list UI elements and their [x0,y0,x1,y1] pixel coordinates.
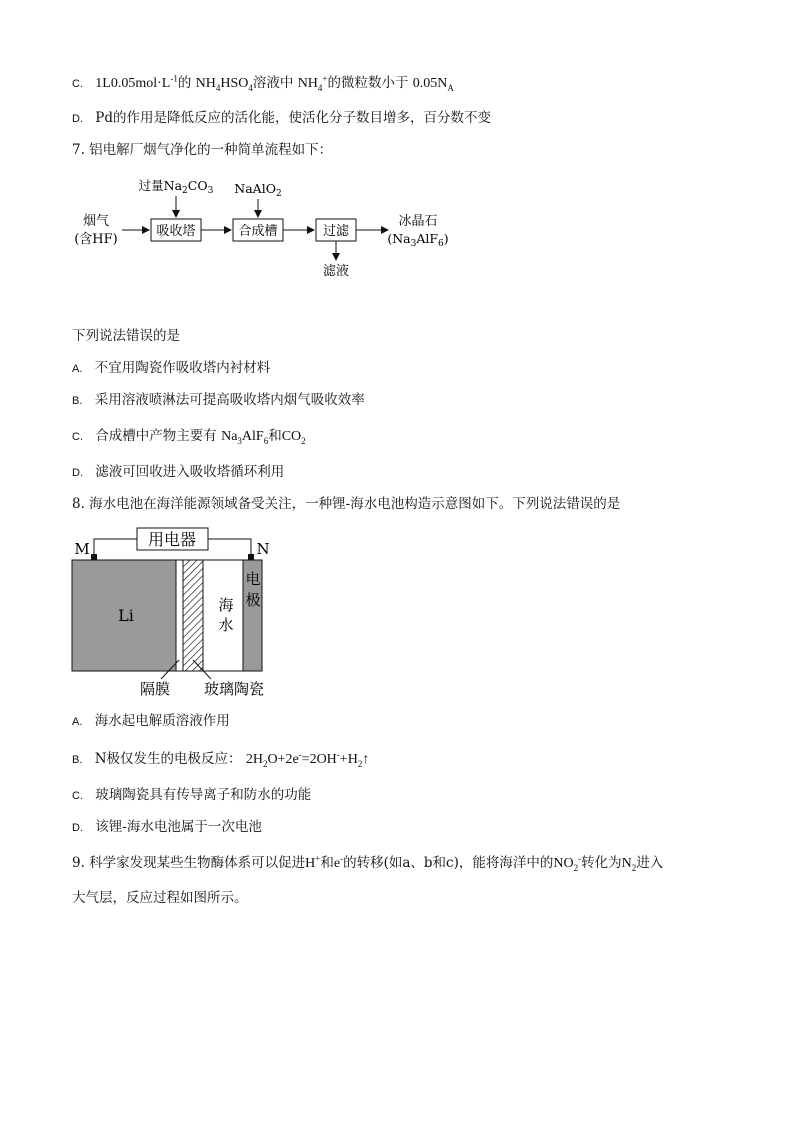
flow-input-sub-label: (含HF) [74,232,118,247]
option-text: 采用溶液喷淋法可提高吸收塔内烟气吸收效率 [94,392,365,408]
ceramic-label: 玻璃陶瓷 [203,680,265,698]
q8-stem: 8. 海水电池在海洋能源领域备受关注，一种锂-海水电池构造示意图如下。下列说法错误的是 [72,496,621,512]
option-text: 不宜用陶瓷作吸收塔内衬材料 [94,360,271,376]
formula-nh4-ion: $NH_4^+$ [297,73,328,93]
flow-reagent-2: NaAlO$_2$ [234,181,282,199]
q8-option-a [72,711,230,732]
separator-membrane [176,560,183,671]
electrode-label-2: 极 [245,591,261,609]
flow-output-formula: $(Na_3AlF_6)$ [387,231,449,249]
flow-input-label: 烟气 [82,214,110,229]
flow-box-synthesis-label: 合成槽 [238,224,278,239]
flow-reagent-1: 过量$Na_2CO_3$ [138,178,214,196]
hydrogen-ion: H+ [305,853,321,871]
q8-option-b: B. N极仅发生的电极反应： $2H_2O+2e^-=2OH^-+H_2↑$ [72,749,370,769]
load-device-label: 用电器 [147,530,197,549]
membrane-label: 隔膜 [139,680,171,698]
terminal-n-label: N [256,540,270,558]
formula-co2: $CO_2$ [281,429,306,446]
option-label: A. [72,363,83,375]
seawater-label-2: 水 [218,616,234,634]
flow-byproduct-label: 滤液 [322,264,350,279]
formula-cryolite: $Na_3AlF_6$ [221,429,269,446]
electron: e- [333,853,344,871]
option-label: D. [72,113,83,125]
option-label: C. [72,431,83,443]
q7-stem: 7. 铝电解厂烟气净化的一种简单流程如下： [72,142,333,158]
q8-option-d [72,817,262,838]
option-label: D. [72,822,83,834]
option-text: 滤液可回收进入吸收塔循环利用 [95,464,285,480]
option-label: C. [72,78,83,90]
option-text: 海水起电解质溶液作用 [94,713,230,729]
q7-option-c: C. 合成槽中产物主要有 $Na_3AlF_6$和$CO_2$ [72,428,306,446]
option-label: D. [72,467,83,479]
nitrogen-gas: $N_2$ [621,856,637,873]
flow-output-label: 冰晶石 [398,214,438,229]
formula-nh4hso4: $NH_4HSO_4$ [195,76,253,93]
option-text: Pd的作用是降低反应的活化能，使活化分子数目增多，百分数不变 [95,110,492,126]
option-label: A. [72,716,83,728]
q8-option-c [72,785,311,806]
q7-question: 下列说法错误的是 [72,328,180,344]
flow-box-filter-label: 过滤 [322,224,350,239]
option-text: 该锂-海水电池属于一次电池 [95,819,262,835]
terminal-m [91,554,97,560]
electrode-equation: $2H_2O+2e^-=2OH^-+H_2↑$ [245,749,370,769]
seawater-label-1: 海 [218,596,234,614]
q6-option-c: C. $1L0.05mol\cdot L^{-1}$的 $NH_4HSO_4$溶液中 $NH_4^+$的微粒数小于 $0.05N_A$ [72,73,454,93]
terminal-n [248,554,254,560]
option-label: B. [72,395,83,407]
nitrite-ion: $NO_2^-$ [553,853,582,873]
electrode-label-1: 电 [245,570,261,588]
option-text: 玻璃陶瓷具有传导离子和防水的功能 [95,787,312,803]
avogadro-value: $0.05N_A$ [412,76,454,93]
option-label: B. [72,754,83,766]
option-label: C. [72,790,83,802]
concentration: $1L0.05mol\cdot L^{-1}$ [95,73,178,91]
terminal-m-label: M [74,540,90,558]
q9-stem-line-2: 大气层，反应过程如图所示。 [72,890,248,906]
lithium-label: Li [118,606,134,625]
flow-box-absorber-label: 吸收塔 [156,224,196,239]
q9-stem-line-1: 9. 科学家发现某些生物酶体系可以促进H+和e-的转移(如a、b和c)，能将海洋中的$NO_2^-$转化为$N_2$进入 [72,853,664,873]
glass-ceramic [183,560,203,671]
